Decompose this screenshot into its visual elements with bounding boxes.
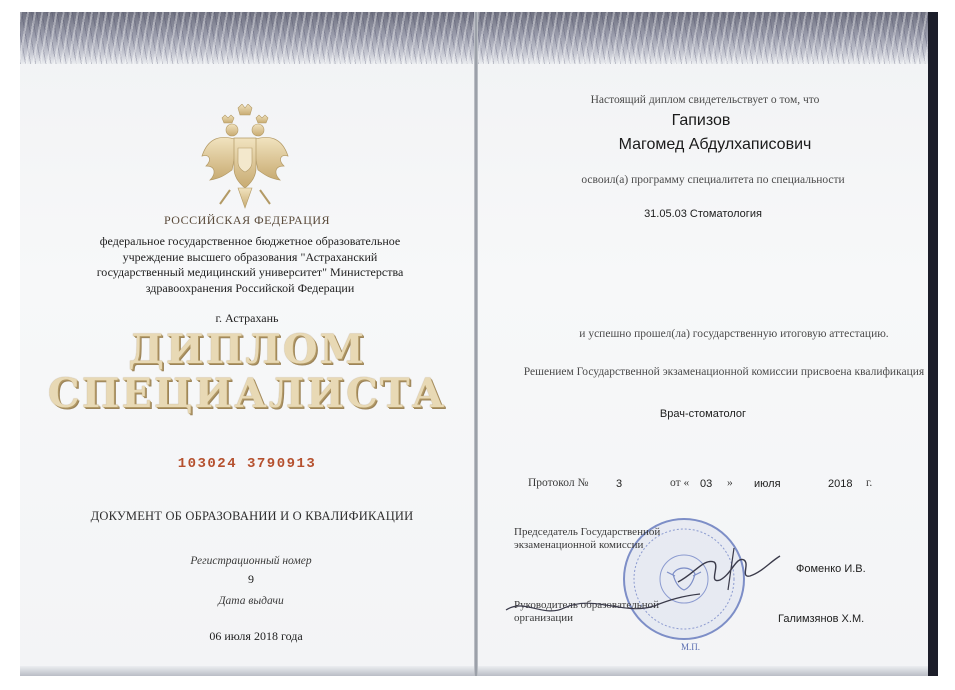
decorative-border-top (20, 12, 474, 64)
program-text: освоил(а) программу специалитета по специальности (581, 174, 845, 186)
decorative-border-bottom (478, 666, 932, 676)
decorative-border-top (478, 12, 932, 64)
diploma-title: ДИПЛОМ (128, 326, 366, 373)
specialty: 31.05.03 Стоматология (644, 208, 762, 220)
chairman-name: Фоменко И.В. (796, 563, 866, 575)
issue-date-caption: Дата выдачи (218, 595, 284, 607)
serial-number: 103024 3790913 (177, 456, 317, 472)
qualification: Врач-стоматолог (659, 408, 747, 420)
protocol-month: июля (754, 478, 781, 490)
protocol-date-close: » (727, 477, 733, 489)
protocol-number: 3 (616, 478, 623, 490)
head-role: Руководитель образовательной организации (514, 599, 660, 624)
protocol-day: 03 (700, 478, 713, 490)
diploma-right-page (478, 12, 932, 676)
protocol-year: 2018 (828, 478, 853, 490)
diploma-left-page (20, 12, 474, 676)
decorative-border-bottom (20, 666, 474, 676)
city-label: г. Астрахань (215, 311, 279, 325)
attestation-text: и успешно прошел(ла) государственную итоговую аттестацию. (579, 328, 889, 340)
graduate-given-names: Магомед Абдулхаписович (618, 136, 812, 153)
head-name: Галимзянов Х.М. (778, 613, 865, 625)
issue-date: 06 июля 2018 года (209, 629, 303, 643)
graduate-surname: Гапизов (671, 112, 731, 129)
chairman-signature-icon (674, 544, 784, 594)
protocol-label: Протокол № (528, 477, 589, 489)
head-signature-icon (504, 588, 704, 628)
stamp-caption: М.П. (681, 642, 701, 652)
institution-name: федеральное государственное бюджетное образовательное учреждение высшего образования "Астраханский государственный медицинский университет" Министерства здравоохранения Российской Федерации (96, 234, 404, 295)
diploma-subtitle: СПЕЦИАЛИСТА (47, 370, 447, 417)
registration-number-caption: Регистрационный номер (190, 555, 312, 567)
cover-edge (928, 12, 938, 676)
registration-number: 9 (248, 572, 254, 586)
protocol-year-suffix: г. (866, 477, 873, 489)
russian-coat-of-arms-icon (200, 104, 290, 216)
protocol-date-open: от « (670, 477, 690, 489)
intro-text: Настоящий диплом свидетельствует о том, что (590, 94, 820, 106)
chairman-role: Председатель Государственной экзаменационной комиссии (514, 526, 661, 551)
diploma-spread (20, 12, 932, 676)
commission-decision-text: Решением Государственной экзаменационной комиссии присвоена квалификация (523, 366, 925, 378)
document-type: ДОКУМЕНТ ОБ ОБРАЗОВАНИИ И О КВАЛИФИКАЦИИ (90, 509, 414, 523)
country-label: РОССИЙСКАЯ ФЕДЕРАЦИЯ (163, 213, 331, 227)
